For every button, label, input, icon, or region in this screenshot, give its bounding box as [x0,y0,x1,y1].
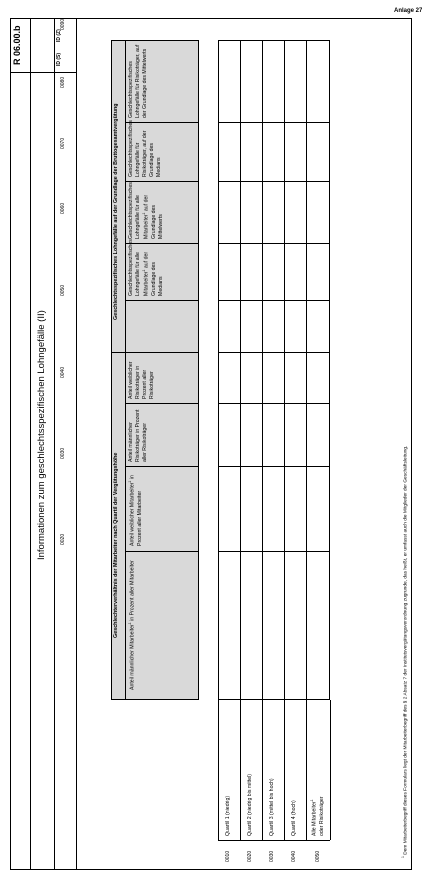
form-frame [10,18,412,870]
row-label-quartil-3: Quartil 3 (mittel bis hoch) [269,778,275,836]
form-code: R 06.00.b [12,25,22,65]
column-code-0060: 0060 [60,202,66,214]
column-header-0050: Anteil weiblicher Risikoträger in Prozent aller Risikoträger [128,361,156,399]
row-label-quartil-1: Quartil 1 (niedrig) [225,795,231,836]
column-code-0030: 0030 [60,447,66,459]
column-code-0090: 0090 [60,18,66,30]
column-code-0020: 0020 [60,533,66,545]
data-grid [218,40,330,700]
row-label-alle-mitarbeiter: Alle Mitarbeiter$^1$ oder Risikoträger [310,796,325,836]
row-code-0040: 0040 [291,850,297,862]
column-code-0080: 0080 [60,76,66,88]
annex-label: Anlage 27 [394,8,422,14]
row-code-0030: 0030 [269,850,275,862]
row-label-quartil-4: Quartil 4 (hoch) [291,800,297,836]
page-title: Informationen zum geschlechtsspezifischen Lohngefälle (II) [36,310,47,560]
row-code-0050: 0050 [315,850,321,862]
footnote: $^1$ Dem Mitarbeiterbegriff dieses Formulars liegt der Mitarbeiterbegriff des § 2 Absatz 7 der Institutsvergütungsverordnung zugrunde, das heißt, er umfasst auch die Mitglieder der Geschäftsleitung. [401,445,409,858]
group-header-right: Geschlechtsspezifisches Lohngefälle auf der Grundlage der Bruttogesamtvergütung [113,103,119,320]
column-code-0040: 0040 [60,366,66,378]
id-s-label: ID (S) [56,52,62,66]
column-header-0020: Anteil männlicher Mitarbeiter$^1$ in Prozent aller Mitarbeiter [128,560,136,690]
column-header-0080: Geschlechtsspezifisches Lohngefälle für Risikoträger, auf der Grundlage des Medians [128,120,163,177]
column-header-0090: Geschlechtsspezifisches Lohngefälle für Risikoträger, auf der Grundlage des Mittelwerts [128,44,149,118]
column-header-0030: Anteil weiblicher Mitarbeiter$^1$ in Prozent aller Mitarbeiter [128,475,143,546]
row-code-0020: 0020 [247,850,253,862]
group-header-left: Geschlechterverhältnis der Mitarbeiter nach Quartil der Vergütungshöhe [113,452,119,638]
column-header-0070: Geschlechtsspezifisches Lohngefälle für alle Mitarbeiter$^1$ auf der Grundlage des Mittelwerts [128,182,164,239]
column-code-0070: 0070 [60,137,66,149]
column-header-0040: Anteil männlicher Risikoträger in Prozent aller Risikoträger [128,409,149,462]
row-code-0010: 0010 [225,850,231,862]
column-code-0050: 0050 [60,284,66,296]
id-z-label: ID (Z) [56,29,62,42]
row-label-quartil-2: Quartil 2 (niedrig bis mittel) [247,774,253,836]
column-header-0060: Geschlechtsspezifisches Lohngefälle für alle Mitarbeiter$^1$ auf der Grundlage des Medians [128,239,164,296]
